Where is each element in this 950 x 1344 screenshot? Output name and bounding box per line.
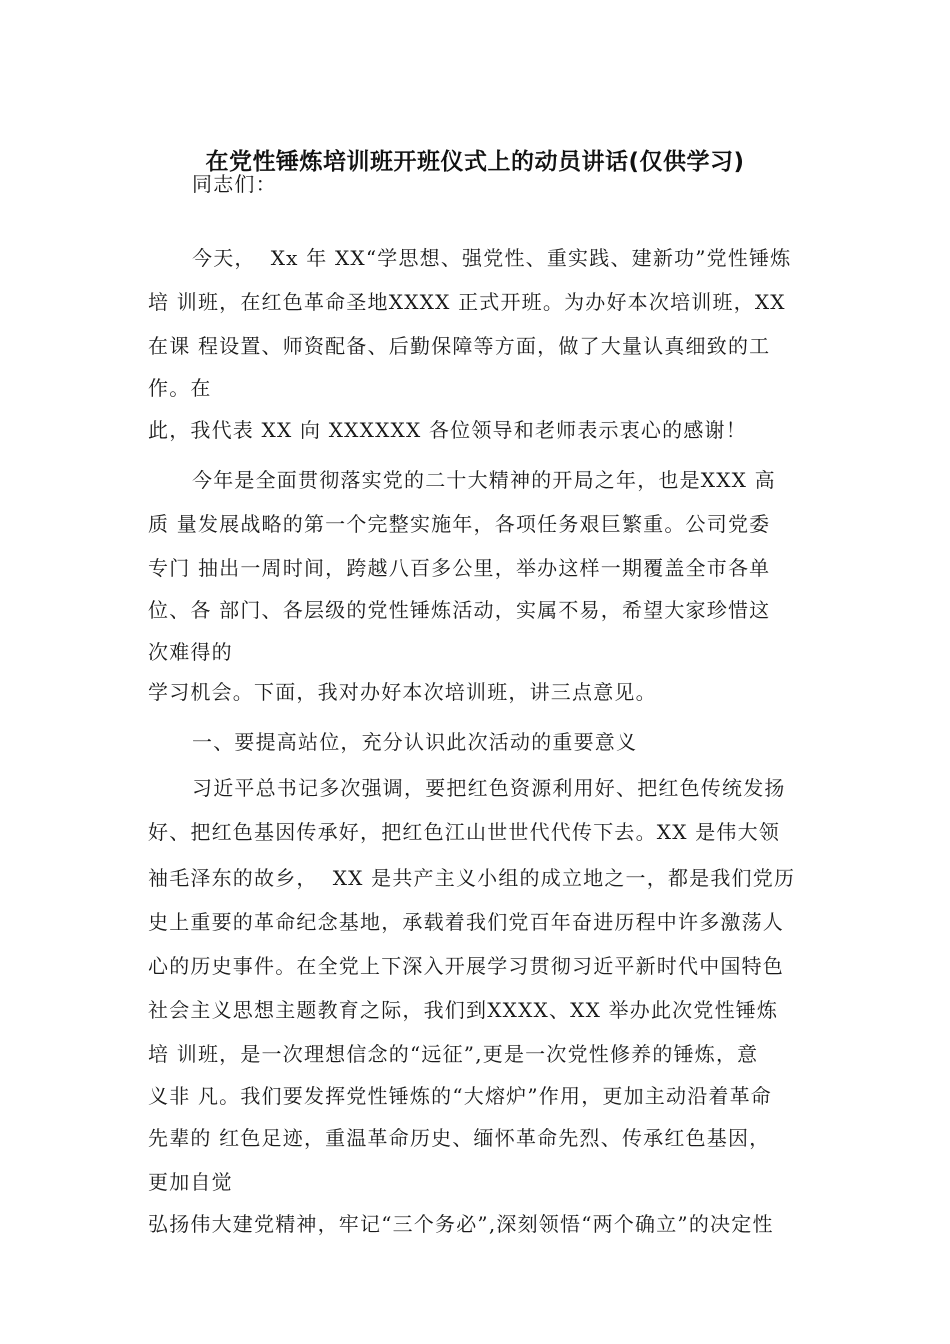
text-line: 在课 程设置、师资配备、后勤保障等方面，做了大量认真细致的工 [148,334,771,358]
text-line: 更加自觉 [148,1170,233,1194]
text-line: 袖毛泽东的故乡， XX 是共产主义小组的成立地之一，都是我们党历 [148,866,796,890]
text-line: 位、各 部门、各层级的党性锤炼活动，实属不易，希望大家珍惜这 [148,598,771,622]
text-line: 弘扬伟大建党精神，牢记“三个务必”,深刻领悟“两个确立”的决定性 [148,1212,774,1236]
section-heading: 一、要提高站位，充分认识此次活动的重要意义 [192,730,638,754]
text-line: 次难得的 [148,640,233,664]
text-line: 学习机会。下面，我对办好本次培训班，讲三点意见。 [148,680,657,704]
text-line: 此，我代表 XX 向 XXXXXX 各位领导和老师表示衷心的感谢！ [148,418,747,442]
text-line: 作。在 [148,376,212,400]
text-line-salutation: 同志们： [192,172,277,196]
text-line: 习近平总书记多次强调，要把红色资源利用好、把红色传统发扬 [192,776,786,800]
text-line: 今年是全面贯彻落实党的二十大精神的开局之年，也是XXX 高 [192,468,776,492]
text-line: 培 训班，在红色革命圣地XXXX 正式开班。为办好本次培训班，XX [148,290,786,314]
text-line: 今天， Xx 年 XX“学思想、强党性、重实践、建新功”党性锤炼 [192,246,792,270]
text-line: 培 训班，是一次理想信念的“远征”,更是一次党性修养的锤炼，意 [148,1042,759,1066]
text-line: 质 量发展战略的第一个完整实施年，各项任务艰巨繁重。公司党委 [148,512,771,536]
text-line: 史上重要的革命纪念基地，承载着我们党百年奋进历程中许多激荡人 [148,910,784,934]
text-line: 专门 抽出一周时间，跨越八百多公里，举办这样一期覆盖全市各单 [148,556,771,580]
text-line: 好、把红色基因传承好，把红色江山世世代代传下去。XX 是伟大领 [148,820,781,844]
text-line: 社会主义思想主题教育之际，我们到XXXX、XX 举办此次党性锤炼 [148,998,779,1022]
text-line: 心的历史事件。在全党上下深入开展学习贯彻习近平新时代中国特色 [148,954,784,978]
text-line: 先辈的 红色足迹，重温革命历史、缅怀革命先烈、传承红色基因， [148,1126,771,1150]
document-title: 在党性锤炼培训班开班仪式上的动员讲话(仅供学习) [205,149,745,175]
text-line: 义非 凡。我们要发挥党性锤炼的“大熔炉”作用，更加主动沿着革命 [148,1084,773,1108]
